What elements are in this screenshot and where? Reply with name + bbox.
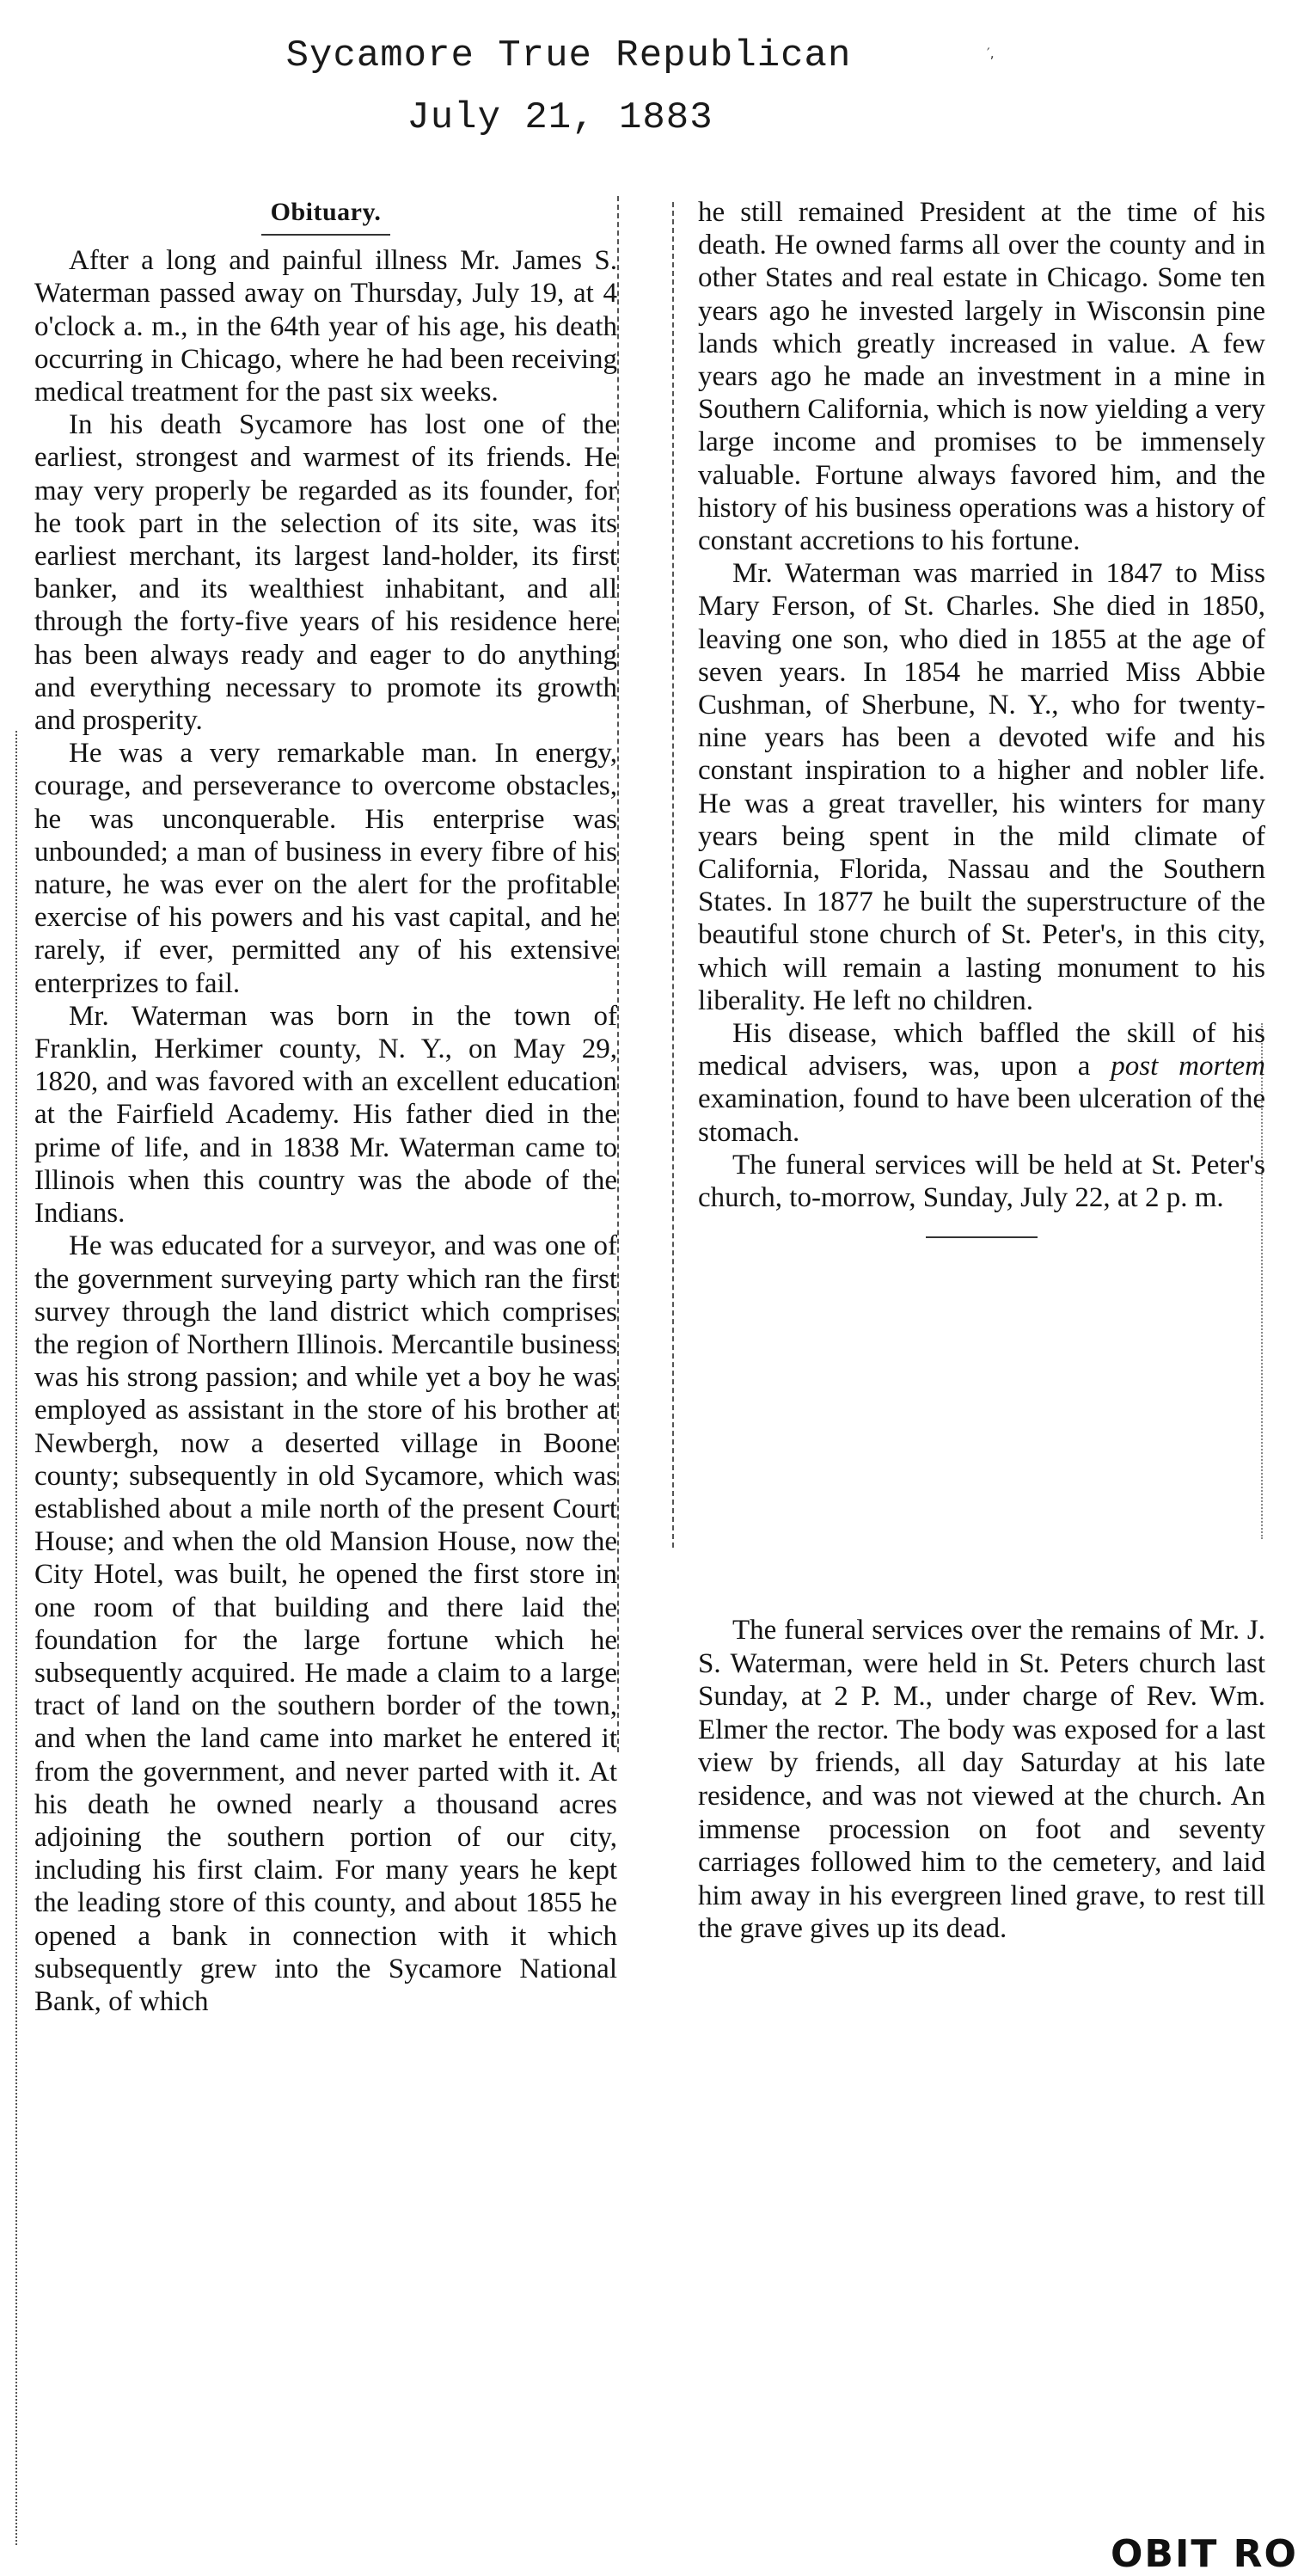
- followup-article: [698, 1614, 1265, 1946]
- obituary-paragraph: Mr. Waterman was married in 1847 to Miss Mary Ferson, of St. Charles. She died in 1850, leaving one son, who died in 1855 at the age of seven years. In 1854 he married Miss Abbie Cushman, of Sherbune, N. Y., who for twenty-nine years has been a devoted wife and his constant inspiration to a higher and nobler life. He was a great traveller, his winters for many years being spent in the mild climate of California, Florida, Nassau and the Southern States. In 1877 he built the superstructure of the beautiful stone church of St. Peter's, in this city, which will remain a lasting monument to his liberality. He left no children.: [698, 558, 1265, 1016]
- obituary-paragraph: After a long and painful illness Mr. James S. Waterman passed away on Thursday, July 19, at 4 o'clock a. m., in the 64th year of his age, his death occurring in Chicago, where he had been receiving medical treatment for the past six weeks.: [34, 245, 617, 408]
- obituary-paragraph: He was educated for a surveyor, and was one of the government surveying party which ran the first survey through the land district which comprises the region of Northern Illinois. Mercantile business was his strong passion; and while yet a boy he was employed as assistant in the store of his brother at Newbergh, now a deserted village in Boone county; subsequently in old Sycamore, which was established about a mile north of the present Court House; and when the old Mansion House, now the City Hotel, was built, he opened the first store in one room of that building and there laid the foundation for the large fortune which he subsequently acquired. He made a claim to a large tract of land on the southern border of the town, and when the land came into market he entered it from the government, and never parted with it. At his death he owned nearly a thousand acres adjoining the southern portion of our city, including his first claim. For many years he kept the leading store of this county, and about 1855 he opened a bank in connection with it which subsequently grew into the Sycamore National Bank, of which: [34, 1230, 617, 2017]
- right-column-rule: [672, 202, 674, 1548]
- headline-rule: [261, 234, 390, 236]
- followup-paragraph: The funeral services over the remains of Mr. J. S. Waterman, were held in St. Peters church last Sunday, at 2 P. M., under charge of Rev. Wm. Elmer the rector. The body was exposed for a last view by friends, all day Saturday at his late residence, and was not viewed at the church. An immense procession on foot and seventy carriages followed him to the cemetery, and laid him away in his evergreen lined grave, to rest till the grave gives up its dead.: [698, 1615, 1265, 1945]
- disease-text-italic: post mortem: [1111, 1051, 1265, 1083]
- footer-partial-label: OBIT RO: [1111, 2532, 1298, 2576]
- obituary-headline: Obituary.: [270, 198, 382, 226]
- left-margin-rule: [15, 731, 17, 2545]
- article-separator-rule: [926, 1236, 1038, 1238]
- obituary-paragraph: He was a very remarkable man. In energy, courage, and perseverance to overcome obstacles, he was unconquerable. His enterprise was unbounded; a man of business in every fibre of his nature, he was ever on the alert for the profitable exercise of his powers and his vast capital, and he rarely, if ever, permitted any of his extensive enterprizes to fail.: [34, 738, 617, 999]
- newspaper-title: Sycamore True Republican: [285, 34, 852, 77]
- publication-date: July 21, 1883: [407, 96, 713, 139]
- obituary-column-right: [698, 196, 1265, 1238]
- scan-artifact-mark: ′,: [987, 45, 995, 61]
- obituary-column-left: [34, 196, 617, 2018]
- disease-paragraph: [698, 1017, 1265, 1149]
- obituary-paragraph: Mr. Waterman was born in the town of Franklin, Herkimer county, N. Y., on May 29, 1820, and was favored with an excellent education at the Fairfield Academy. His father died in the prime of life, and in 1838 Mr. Waterman came to Illinois when this country was the abode of the Indians.: [34, 1000, 617, 1230]
- disease-text-after: examination, found to have been ulceration of the stomach.: [698, 1083, 1265, 1148]
- funeral-notice: The funeral services will be held at St. Peter's church, to-morrow, Sunday, July 22, at 2 p. m.: [698, 1149, 1265, 1214]
- disease-text-before: His disease, which baffled the skill of his medical advisers, was, upon a: [698, 1018, 1265, 1083]
- column-divider: [617, 196, 619, 1752]
- obituary-paragraph-continued: he still remained President at the time of his death. He owned farms all over the county and in other States and real estate in Chicago. Some ten years ago he invested largely in Wisconsin pine lands which greatly increased in value. A few years ago he made an investment in a mine in Southern California, which is now yielding a very large income and promises to be immensely valuable. Fortune always favored him, and the history of his business operations was a history of constant accretions to his fortune.: [698, 197, 1265, 557]
- obituary-paragraph: In his death Sycamore has lost one of the earliest, strongest and warmest of its friends. He may very properly be regarded as its founder, for he took part in the selection of its site, was its earliest merchant, its largest land-holder, its first banker, and its wealthiest inhabitant, and all through the forty-five years of his residence here has been always ready and eager to do anything and everything necessary to promote its growth and prosperity.: [34, 409, 617, 737]
